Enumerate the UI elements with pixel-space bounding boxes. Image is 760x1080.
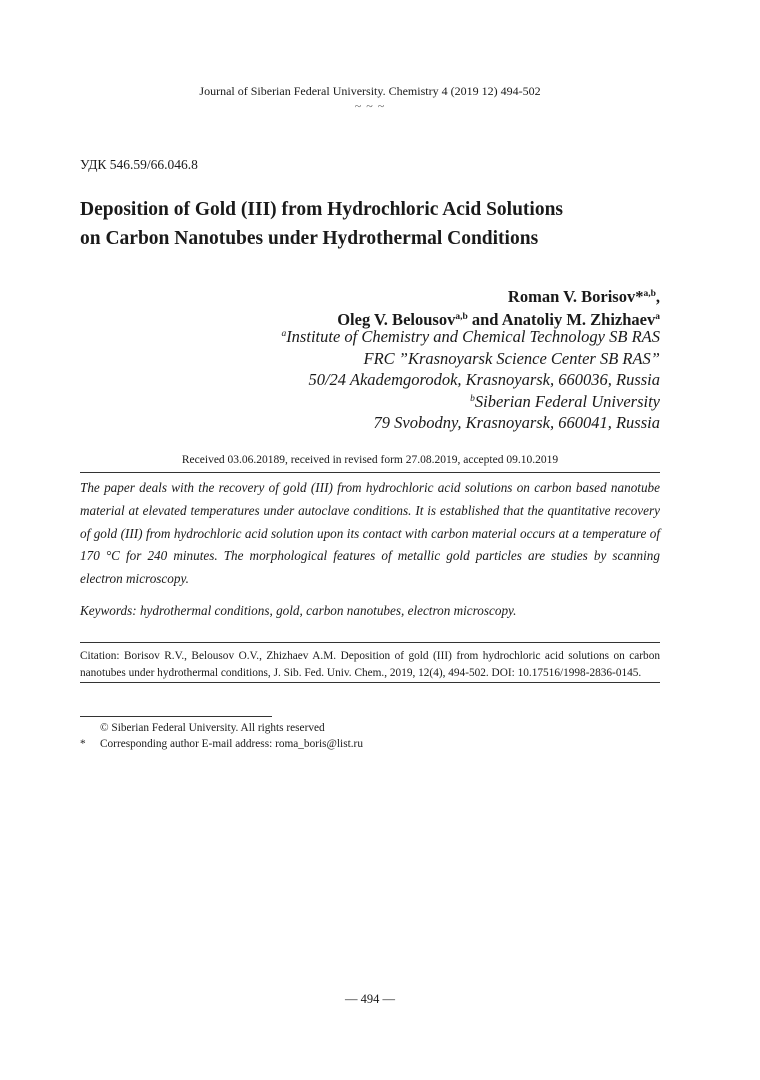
footnote-copyright xyxy=(80,722,325,734)
received-dates: Received 03.06.20189, received in revised form 27.08.2019, accepted 09.10.2019 xyxy=(181,454,559,466)
footnote-divider xyxy=(80,716,272,717)
abstract: The paper deals with the recovery of gold (III) from hydrochloric acid solutions on carbon based nanotube material at elevated temperatures under autoclave conditions. It is established that the quantitative recovery of gold (III) from hydrochloric acid solution upon its contact with carbon material occurs at a temperature of 170 °C for 240 minutes. The morphological features of metallic gold particles are studies by scanning electron microscopy. xyxy=(80,480,660,587)
affiliation-b-marker: b xyxy=(470,393,475,404)
author-borisov-affil: a,b xyxy=(643,289,656,299)
affiliation-a-line-3: 50/24 Akademgorodok, Krasnoyarsk, 660036, Russia xyxy=(308,370,660,389)
affiliations-block xyxy=(281,326,660,434)
affiliation-b-text: Siberian Federal University xyxy=(474,391,660,411)
affiliation-a-marker: a xyxy=(281,329,287,339)
author-belousov-affil: a,b xyxy=(455,312,468,322)
footnote-email-text: Corresponding author E-mail address: roma_boris@list.ru xyxy=(100,738,363,750)
title-line-1: Deposition of Gold (III) from Hydrochloric Acid Solutions xyxy=(80,199,564,220)
affiliation-a-text: Institute of Chemistry and Chemical Technology SB RAS xyxy=(286,327,660,346)
footnote-corresponding xyxy=(80,738,363,750)
affiliation-a-line-2: FRC ”Krasnoyarsk Science Center SB RAS” xyxy=(363,348,660,368)
affiliation-a-line-1 xyxy=(281,326,660,348)
author-zhizhaev-affil: a xyxy=(655,312,660,322)
author-zhizhaev: Anatoliy M. Zhizhaev xyxy=(501,310,656,329)
journal-header: Journal of Siberian Federal University. Chemistry 4 (2019 12) 494-502 xyxy=(199,84,541,98)
divider-citation-top xyxy=(80,642,660,643)
affiliation-b-line-2: 79 Svobodny, Krasnoyarsk, 660041, Russia xyxy=(373,413,660,432)
author-line-1 xyxy=(337,285,660,308)
title-line-2: on Carbon Nanotubes under Hydrothermal Conditions xyxy=(80,228,539,249)
author-and: and xyxy=(467,310,502,329)
keywords: Keywords: hydrothermal conditions, gold, carbon nanotubes, electron microscopy. xyxy=(80,603,517,618)
footnote-copyright-text: © Siberian Federal University. All rights reserved xyxy=(100,722,325,734)
page-number: — 494 — xyxy=(345,992,395,1006)
divider-top xyxy=(80,472,660,473)
header-separator: ~ ~ ~ xyxy=(354,99,386,113)
authors-block xyxy=(337,285,660,331)
divider-citation-bottom xyxy=(80,682,660,683)
author-borisov: Roman V. Borisov* xyxy=(507,287,644,306)
citation: Citation: Borisov R.V., Belousov O.V., Zhizhaev A.M. Deposition of gold (III) from hydrochloric acid solutions on carbon nanotubes under hydrothermal conditions, J. Sib. Fed. Univ. Chem., 2019, 12(4), 494-502. DOI: 10.17516/1998-2836-0145. xyxy=(80,650,660,679)
affiliation-b-line-1 xyxy=(281,391,660,413)
footnote-star: * xyxy=(80,738,86,750)
author-belousov: Oleg V. Belousov xyxy=(337,310,456,329)
author-separator: , xyxy=(655,287,660,306)
paper-title xyxy=(80,195,680,253)
udk-code: УДК 546.59/66.046.8 xyxy=(80,157,198,172)
